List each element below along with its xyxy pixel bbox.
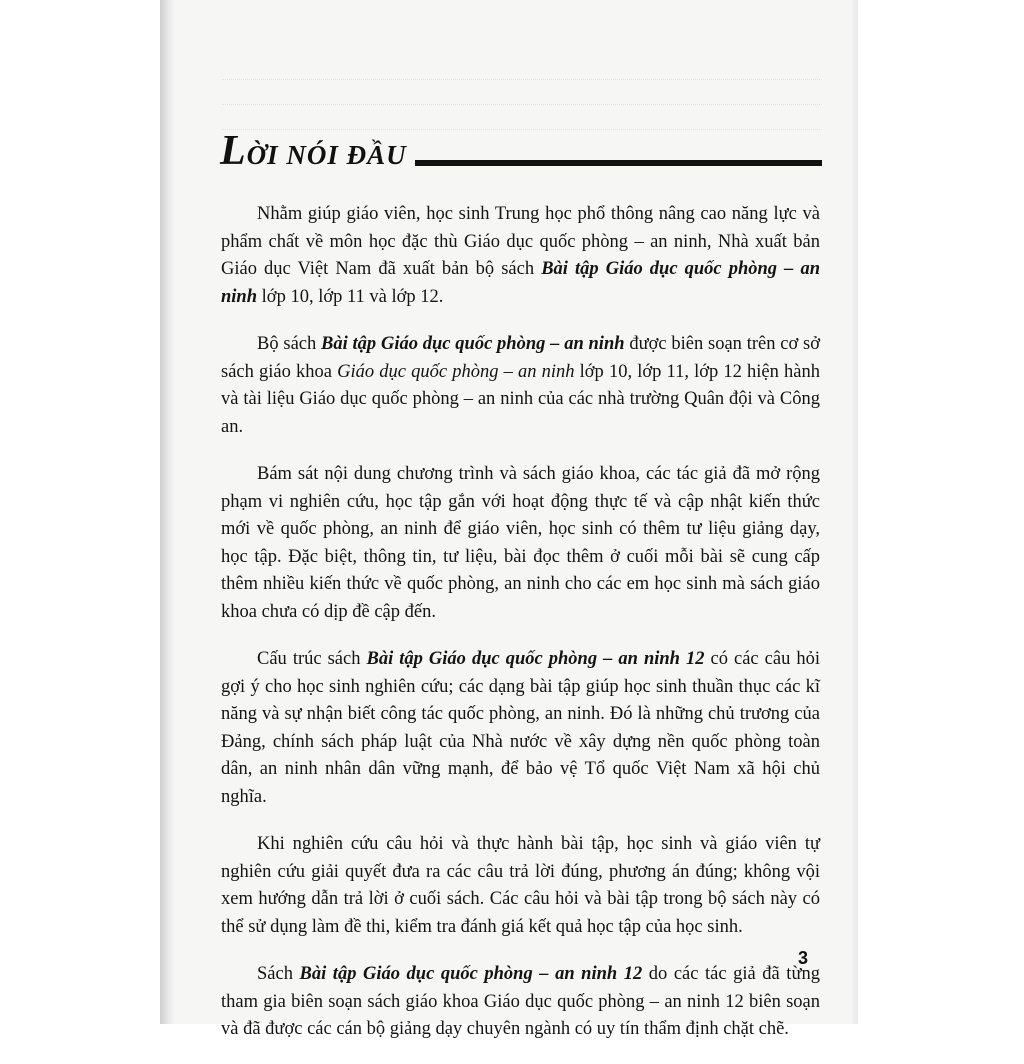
right-margin bbox=[858, 0, 1024, 1024]
paragraph-3 bbox=[221, 461, 820, 626]
paragraph-6 bbox=[221, 961, 820, 1044]
emphasis-text: Bài tập Giáo dục quốc phòng – an ninh 12 bbox=[299, 964, 643, 984]
emphasis-text: Giáo dục quốc phòng – an ninh bbox=[337, 361, 575, 382]
paragraph-5 bbox=[221, 831, 820, 941]
body-text bbox=[221, 201, 820, 1064]
text-run: lớp 10, lớp 11 và lớp 12. bbox=[257, 286, 444, 307]
heading-drop-cap: L bbox=[220, 128, 247, 174]
text-run: Bộ sách bbox=[257, 334, 322, 354]
text-run: Sách bbox=[257, 964, 300, 984]
paragraph-4 bbox=[221, 646, 820, 811]
paragraph-1 bbox=[221, 201, 820, 311]
text-run: Bám sát nội dung chương trình và sách giáo khoa, các tác giả đã mở rộng phạm vi nghiên cứu, học tập gắn với hoạt động thực tế và cập nhật kiến thức mới về quốc phòng, an ninh để giáo viên, học sinh có thêm tư liệu giảng dạy, học tập. Đặc biệt, thông tin, tư liệu, bài đọc thêm ở cuối mỗi bài sẽ cung cấp thêm nhiều kiến thức về quốc phòng, an ninh cho các em học sinh mà sách giáo khoa chưa có dịp đề cập đến. bbox=[221, 464, 820, 622]
text-run: Cấu trúc sách bbox=[257, 649, 367, 669]
text-run: lớp 10, lớp 11, lớp 12 hiện hành và tài liệu Giáo dục quốc phòng – an ninh của các nhà trường Quân đội và Công an. bbox=[221, 361, 820, 437]
page-number: 3 bbox=[798, 948, 809, 968]
page-heading bbox=[220, 126, 822, 172]
text-run: có các câu hỏi gợi ý cho học sinh nghiên cứu; các dạng bài tập giúp học sinh thuần thục các kĩ năng và sự nhận biết công tác quốc phòng, an ninh. Đó là những chủ trương của Đảng, chính sách pháp luật của Nhà nước về xây dựng nền quốc phòng toàn dân, an ninh nhân dân vững mạnh, để bảo vệ Tổ quốc Việt Nam xã hội chủ nghĩa. bbox=[221, 649, 820, 807]
heading-text bbox=[220, 130, 407, 172]
text-run: được biên soạn trên cơ sở sách giáo khoa bbox=[221, 334, 820, 382]
emphasis-text: Bài tập Giáo dục quốc phòng – an ninh bbox=[221, 259, 820, 307]
heading-rest: ỜI NÓI ĐẦU bbox=[246, 140, 407, 170]
bleed-through-texture bbox=[222, 55, 822, 130]
emphasis-text: Bài tập Giáo dục quốc phòng – an ninh bbox=[321, 334, 625, 354]
text-run: Nhằm giúp giáo viên, học sinh Trung học phổ thông nâng cao năng lực và phẩm chất về môn học đặc thù Giáo dục quốc phòng – an ninh, Nhà xuất bản Giáo dục Việt Nam đã xuất bản bộ sách bbox=[221, 204, 820, 279]
page-binding-shadow bbox=[160, 0, 174, 1024]
emphasis-text: Bài tập Giáo dục quốc phòng – an ninh 12 bbox=[366, 649, 705, 669]
text-run: Khi nghiên cứu câu hỏi và thực hành bài tập, học sinh và giáo viên tự nghiên cứu giải quyết đưa ra các câu trả lời đúng, phương án đúng; không vội xem hướng dẫn trả lời ở cuối sách. Các câu hỏi và bài tập trong bộ sách này có thể sử dụng làm đề thi, kiểm tra đánh giá kết quả học tập của học sinh. bbox=[221, 834, 820, 937]
text-run: do các tác giả đã từng tham gia biên soạn sách giáo khoa Giáo dục quốc phòng – an ninh 12 biên soạn và đã được các cán bộ giảng dạy chuyên ngành có uy tín thẩm định chặt chẽ. bbox=[221, 964, 820, 1039]
left-margin bbox=[0, 0, 163, 1024]
paragraph-2 bbox=[221, 331, 820, 441]
heading-rule bbox=[415, 160, 822, 166]
